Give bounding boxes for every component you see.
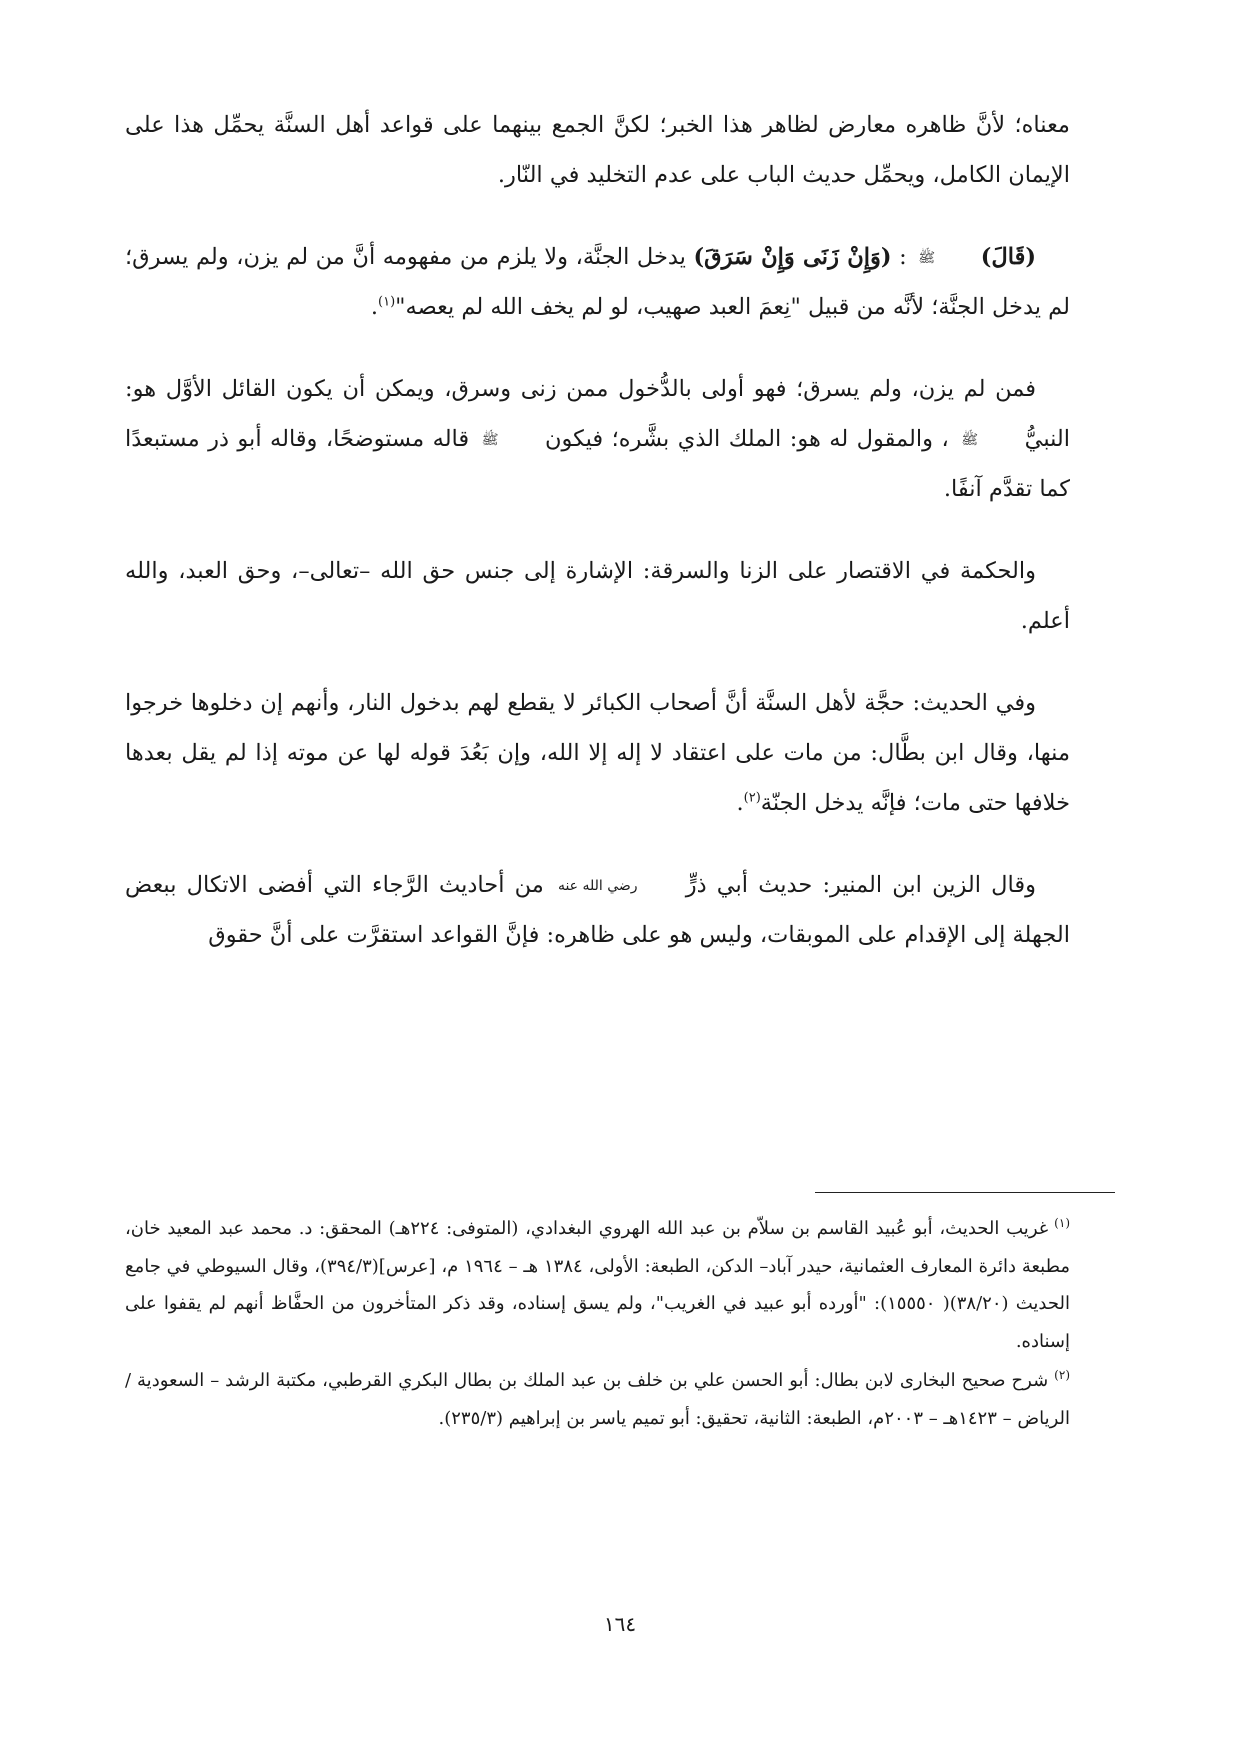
footnote-1 [125, 1210, 1070, 1360]
footnote-2-text: شرح صحيح البخارى لابن بطال: أبو الحسن علي بن خلف بن عبد الملك بن بطال البكري القرطبي، مكتبة الرشد – السعودية / الرياض – ١٤٢٣هـ – ٢٠٠٣م، الطبعة: الثانية، تحقيق: أبو تميم ياسر بن إبراهيم (٢٣٥/٣). [125, 1370, 1070, 1429]
footnote-divider [815, 1192, 1115, 1193]
paragraph-3-text-c: قاله مستوضحًا، وقاله أبو ذر مستبعدًا كما تقدَّم آنفًا. [125, 426, 1070, 502]
colon: : [891, 244, 915, 270]
page-body [125, 100, 1070, 992]
quote-qala: (قَالَ) [980, 244, 1037, 270]
paragraph-2 [125, 232, 1070, 332]
footnote-1-mark: (١) [1054, 1216, 1070, 1230]
paragraph-1 [125, 100, 1070, 200]
paragraph-6-text-b: من أحاديث الرَّجاء التي أفضى الاتكال ببعض الجهلة إلى الإقدام على الموبقات، وليس هو على ظاهره: فإنَّ القواعد استقرَّت على أنَّ حقوق [125, 872, 1070, 948]
footnote-1-text: غريب الحديث، أبو عُبيد القاسم بن سلاّم بن عبد الله الهروي البغدادي، (المتوفى: ٢٢٤هـ) المحقق: د. محمد عبد المعيد خان، مطبعة دائرة المعارف العثمانية، حيدر آباد– الدكن، الطبعة: الأولى، ١٣٨٤ هـ – ١٩٦٤ م، [عرس](٣٩٤/٣)، وقال السيوطي في جامع الحديث (٣٨/٢٠)( ١٥٥٥٠): "أورده أبو عبيد في الغريب"، ولم يسق إسناده، وقد ذكر المتأخرون من الحفَّاظ أنهم لم يقفوا على إسناده. [125, 1218, 1070, 1352]
paragraph-1-text: معناه؛ لأنَّ ظاهره معارض لظاهر هذا الخبر؛ لكنَّ الجمع بينهما على قواعد أهل السنَّة يحمِّل هذا على الإيمان الكامل، ويحمِّل حديث الباب على عدم التخليد في النّار. [125, 112, 1070, 188]
paragraph-6 [125, 860, 1070, 960]
footnote-2 [125, 1362, 1070, 1437]
quote-hadith-text: (وَإِنْ زَنَى وَإِنْ سَرَقَ) [693, 244, 892, 270]
paragraph-4 [125, 546, 1070, 646]
paragraph-6-text-a: وقال الزين ابن المنير: حديث أبي ذرٍّ [675, 872, 1036, 898]
paragraph-5-end: . [736, 790, 744, 816]
radiallahu-anhu-icon: رضي الله عنه [557, 878, 638, 894]
paragraph-3-text-a: فمن لم يزن، ولم يسرق؛ فهو أولى بالدُّخول ممن زنى وسرق، ويمكن أن يكون القائل الأوَّل هو: النبيُّ [125, 376, 1071, 452]
salawat-icon: ﷺ [481, 432, 499, 448]
paragraph-5 [125, 678, 1070, 828]
paragraph-3-text-b: ، والمقول له هو: الملك الذي بشَّره؛ فيكون [536, 426, 958, 452]
salawat-icon: ﷺ [918, 250, 936, 266]
paragraph-2-text: يدخل الجنَّة، ولا يلزم من مفهومه أنَّ من لم يزن، ولم يسرق؛ لم يدخل الجنَّة؛ لأنَّه من قبيل "نِعمَ العبد صهيب، لو لم يخف الله لم يعصه" [125, 244, 1070, 320]
footnotes [125, 1210, 1070, 1439]
paragraph-4-text: والحكمة في الاقتصار على الزنا والسرقة: الإشارة إلى جنس حق الله –تعالى–، وحق العبد، والله أعلم. [125, 558, 1070, 634]
salawat-icon: ﷺ [961, 432, 979, 448]
footnote-2-mark: (٢) [1054, 1368, 1070, 1382]
footnote-ref-1[interactable]: (١) [378, 294, 396, 310]
page-number: ١٦٤ [603, 1612, 637, 1636]
paragraph-3 [125, 364, 1070, 514]
paragraph-2-end: . [370, 294, 379, 320]
footnote-ref-2[interactable]: (٢) [743, 790, 761, 806]
paragraph-5-text: وفي الحديث: حجَّة لأهل السنَّة أنَّ أصحاب الكبائر لا يقطع لهم بدخول النار، وأنهم إن دخلوها خرجوا منها، وقال ابن بطَّال: من مات على اعتقاد لا إله إلا الله، وإن بَعُدَ قوله لها عن موته إذا لم يقل بعدها خلافها حتى مات؛ فإنَّه يدخل الجنّة [125, 690, 1070, 816]
